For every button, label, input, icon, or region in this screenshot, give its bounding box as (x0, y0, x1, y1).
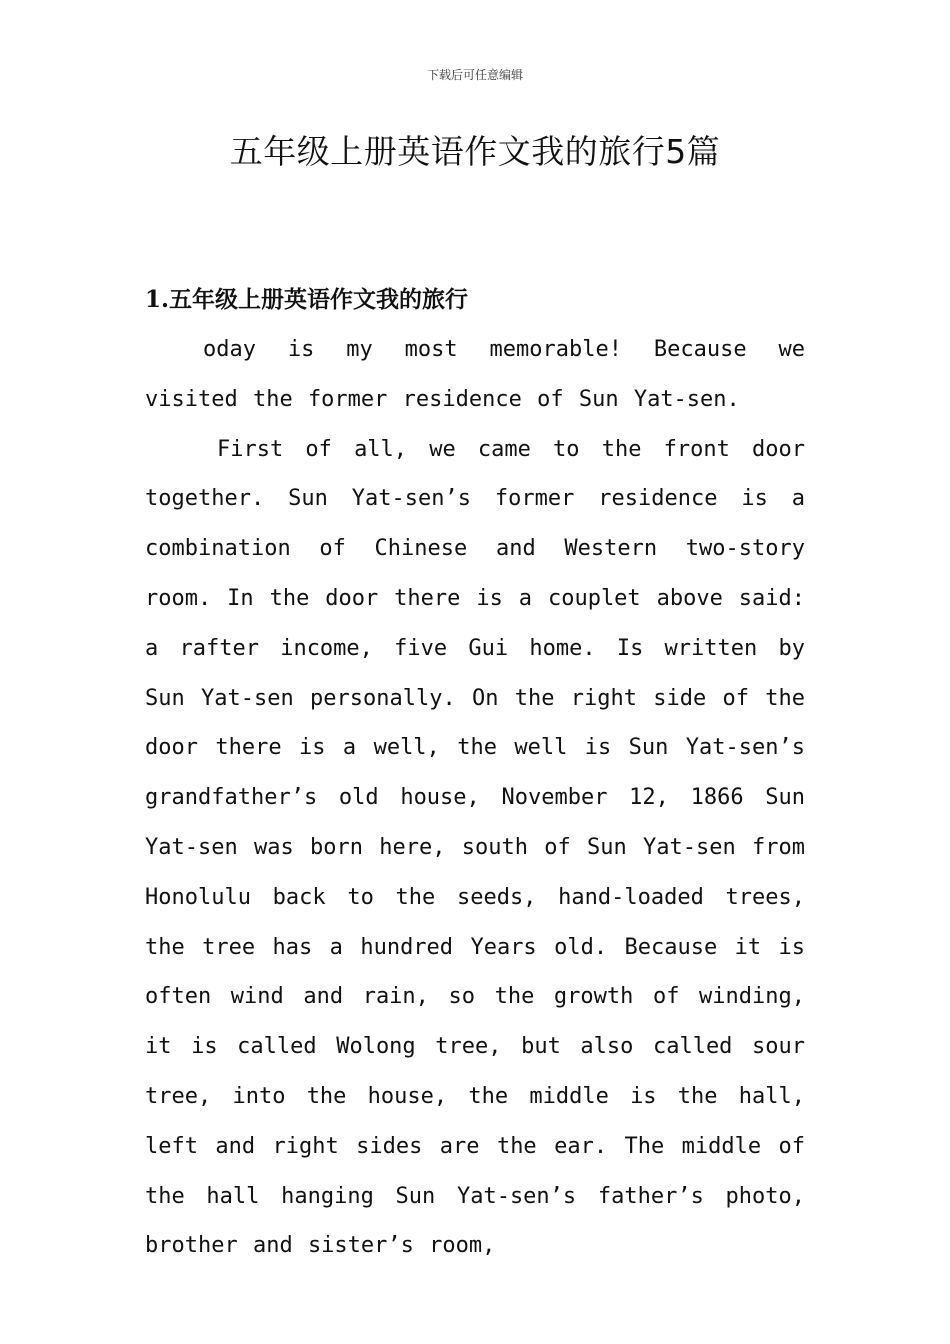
header-note: 下载后可任意编辑 (426, 68, 523, 82)
paragraph-2: First of all, we came to the front door together. Sun Yat-sen’s former residence is a combination of Chinese and Western two-story room. In the door there is a couplet above said: a rafter income, five Gui home. Is written by Sun Yat-sen personally. On the right side of the door there is a well, the well is Sun Yat-sen’s grandfather’s old house, November 12, 1866 Sun Yat-sen was born here, south of Sun Yat-sen from Honolulu back to the seeds, hand-loaded trees, the tree has a hundred Years old. Because it is often wind and rain, so the growth of winding, it is called Wolong tree, but also called sour tree, into the house, the middle is the hall, left and right sides are the ear. The middle of the hall hanging Sun Yat-sen’s father’s photo, brother and sister’s room, (145, 436, 805, 1259)
essay-body (145, 325, 805, 1271)
document-title: 五年级上册英语作文我的旅行5篇 (229, 132, 721, 171)
paragraph-1: oday is my most memorable! Because we visited the former residence of Sun Yat-sen. (145, 337, 805, 412)
section-heading: 1.五年级上册英语作文我的旅行 (145, 286, 469, 313)
